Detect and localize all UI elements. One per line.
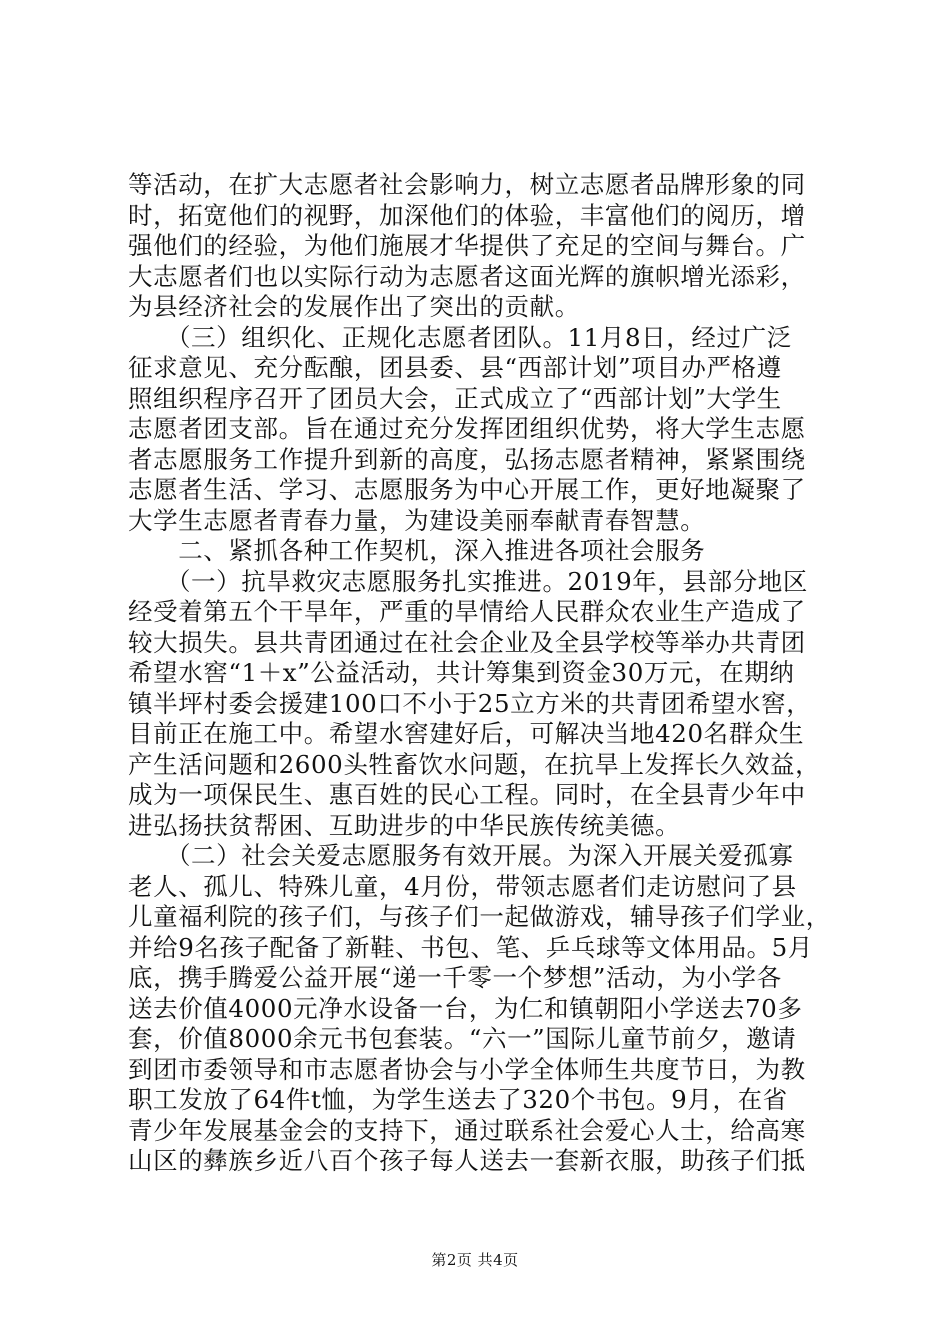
text-line: 产生活问题和2600头牲畜饮水问题，在抗旱上发挥长久效益， <box>128 749 821 779</box>
text-line: 较大损失。县共青团通过在社会企业及全县学校等举办共青团 <box>128 627 806 657</box>
text-line: 志愿者生活、学习、志愿服务为中心开展工作，更好地凝聚了 <box>128 475 806 504</box>
text-line: 强他们的经验，为他们施展才华提供了充足的空间与舞台。广 <box>128 231 806 260</box>
text-line: 照组织程序召开了团员大会，正式成立了“西部计划”大学生 <box>128 383 782 413</box>
text-line: 大志愿者们也以实际行动为志愿者这面光辉的旗帜增光添彩， <box>128 261 806 291</box>
text-line: 底，携手腾爱公益开展“递一千零一个梦想”活动，为小学各 <box>128 963 782 992</box>
text-line: 者志愿服务工作提升到新的高度，弘扬志愿者精神，紧紧围绕 <box>128 444 806 474</box>
text-line: 进弘扬扶贫帮困、互助进步的中华民族传统美德。 <box>128 810 681 840</box>
text-line: 志愿者团支部。旨在通过充分发挥团组织优势，将大学生志愿 <box>128 414 806 443</box>
text-line: （二）社会关爱志愿服务有效开展。为深入开展关爱孤寡 <box>128 841 794 870</box>
text-line: （三）组织化、正规化志愿者团队。11月8日，经过广泛 <box>128 322 792 352</box>
text-line: 镇半坪村委会援建100口不小于25立方米的共青团希望水窖， <box>128 688 812 718</box>
text-line: （一）抗旱救灾志愿服务扎实推进。2019年，县部分地区 <box>128 566 808 596</box>
text-line: 并给9名孩子配备了新鞋、书包、笔、乒乓球等文体用品。5月 <box>128 932 813 962</box>
page-footer: 第2页 共4页 <box>431 1251 519 1269</box>
text-line: 二、紧抓各种工作契机，深入推进各项社会服务 <box>128 536 706 565</box>
text-line: 儿童福利院的孩子们，与孩子们一起做游戏，辅导孩子们学业， <box>128 902 831 931</box>
text-line: 大学生志愿者青春力量，为建设美丽奉献青春智慧。 <box>128 505 706 535</box>
text-line: 目前正在施工中。希望水窖建好后，可解决当地420名群众生 <box>128 719 805 748</box>
text-line: 等活动，在扩大志愿者社会影响力，树立志愿者品牌形象的同 <box>128 170 806 199</box>
text-line: 老人、孤儿、特殊儿童，4月份，带领志愿者们走访慰问了县 <box>128 871 797 901</box>
text-line: 征求意见、充分酝酿，团县委、县“西部计划”项目办严格遵 <box>128 353 782 382</box>
document-body <box>128 170 831 1177</box>
text-line: 成为一项保民生、惠百姓的民心工程。同时，在全县青少年中 <box>128 780 806 809</box>
text-line: 到团市委领导和市志愿者协会与小学全体师生共度节日，为教 <box>128 1054 806 1084</box>
text-line: 为县经济社会的发展作出了突出的贡献。 <box>128 292 580 321</box>
text-line: 山区的彝族乡近八百个孩子每人送去一套新衣服，助孩子们抵 <box>128 1146 806 1175</box>
text-line: 青少年发展基金会的支持下，通过联系社会爱心人士，给高寒 <box>128 1115 806 1145</box>
text-line: 时，拓宽他们的视野，加深他们的体验，丰富他们的阅历，增 <box>128 200 806 230</box>
text-line: 送去价值4000元净水设备一台，为仁和镇朝阳小学送去70多 <box>128 993 803 1023</box>
text-line: 希望水窖“1＋x”公益活动，共计筹集到资金30万元，在期纳 <box>128 658 795 687</box>
text-line: 职工发放了64件t恤，为学生送去了320个书包。9月，在省 <box>128 1085 788 1114</box>
text-line: 经受着第五个干旱年，严重的旱情给人民群众农业生产造成了 <box>128 597 806 626</box>
text-line: 套，价值8000余元书包套装。“六一”国际儿童节前夕，邀请 <box>128 1024 797 1053</box>
